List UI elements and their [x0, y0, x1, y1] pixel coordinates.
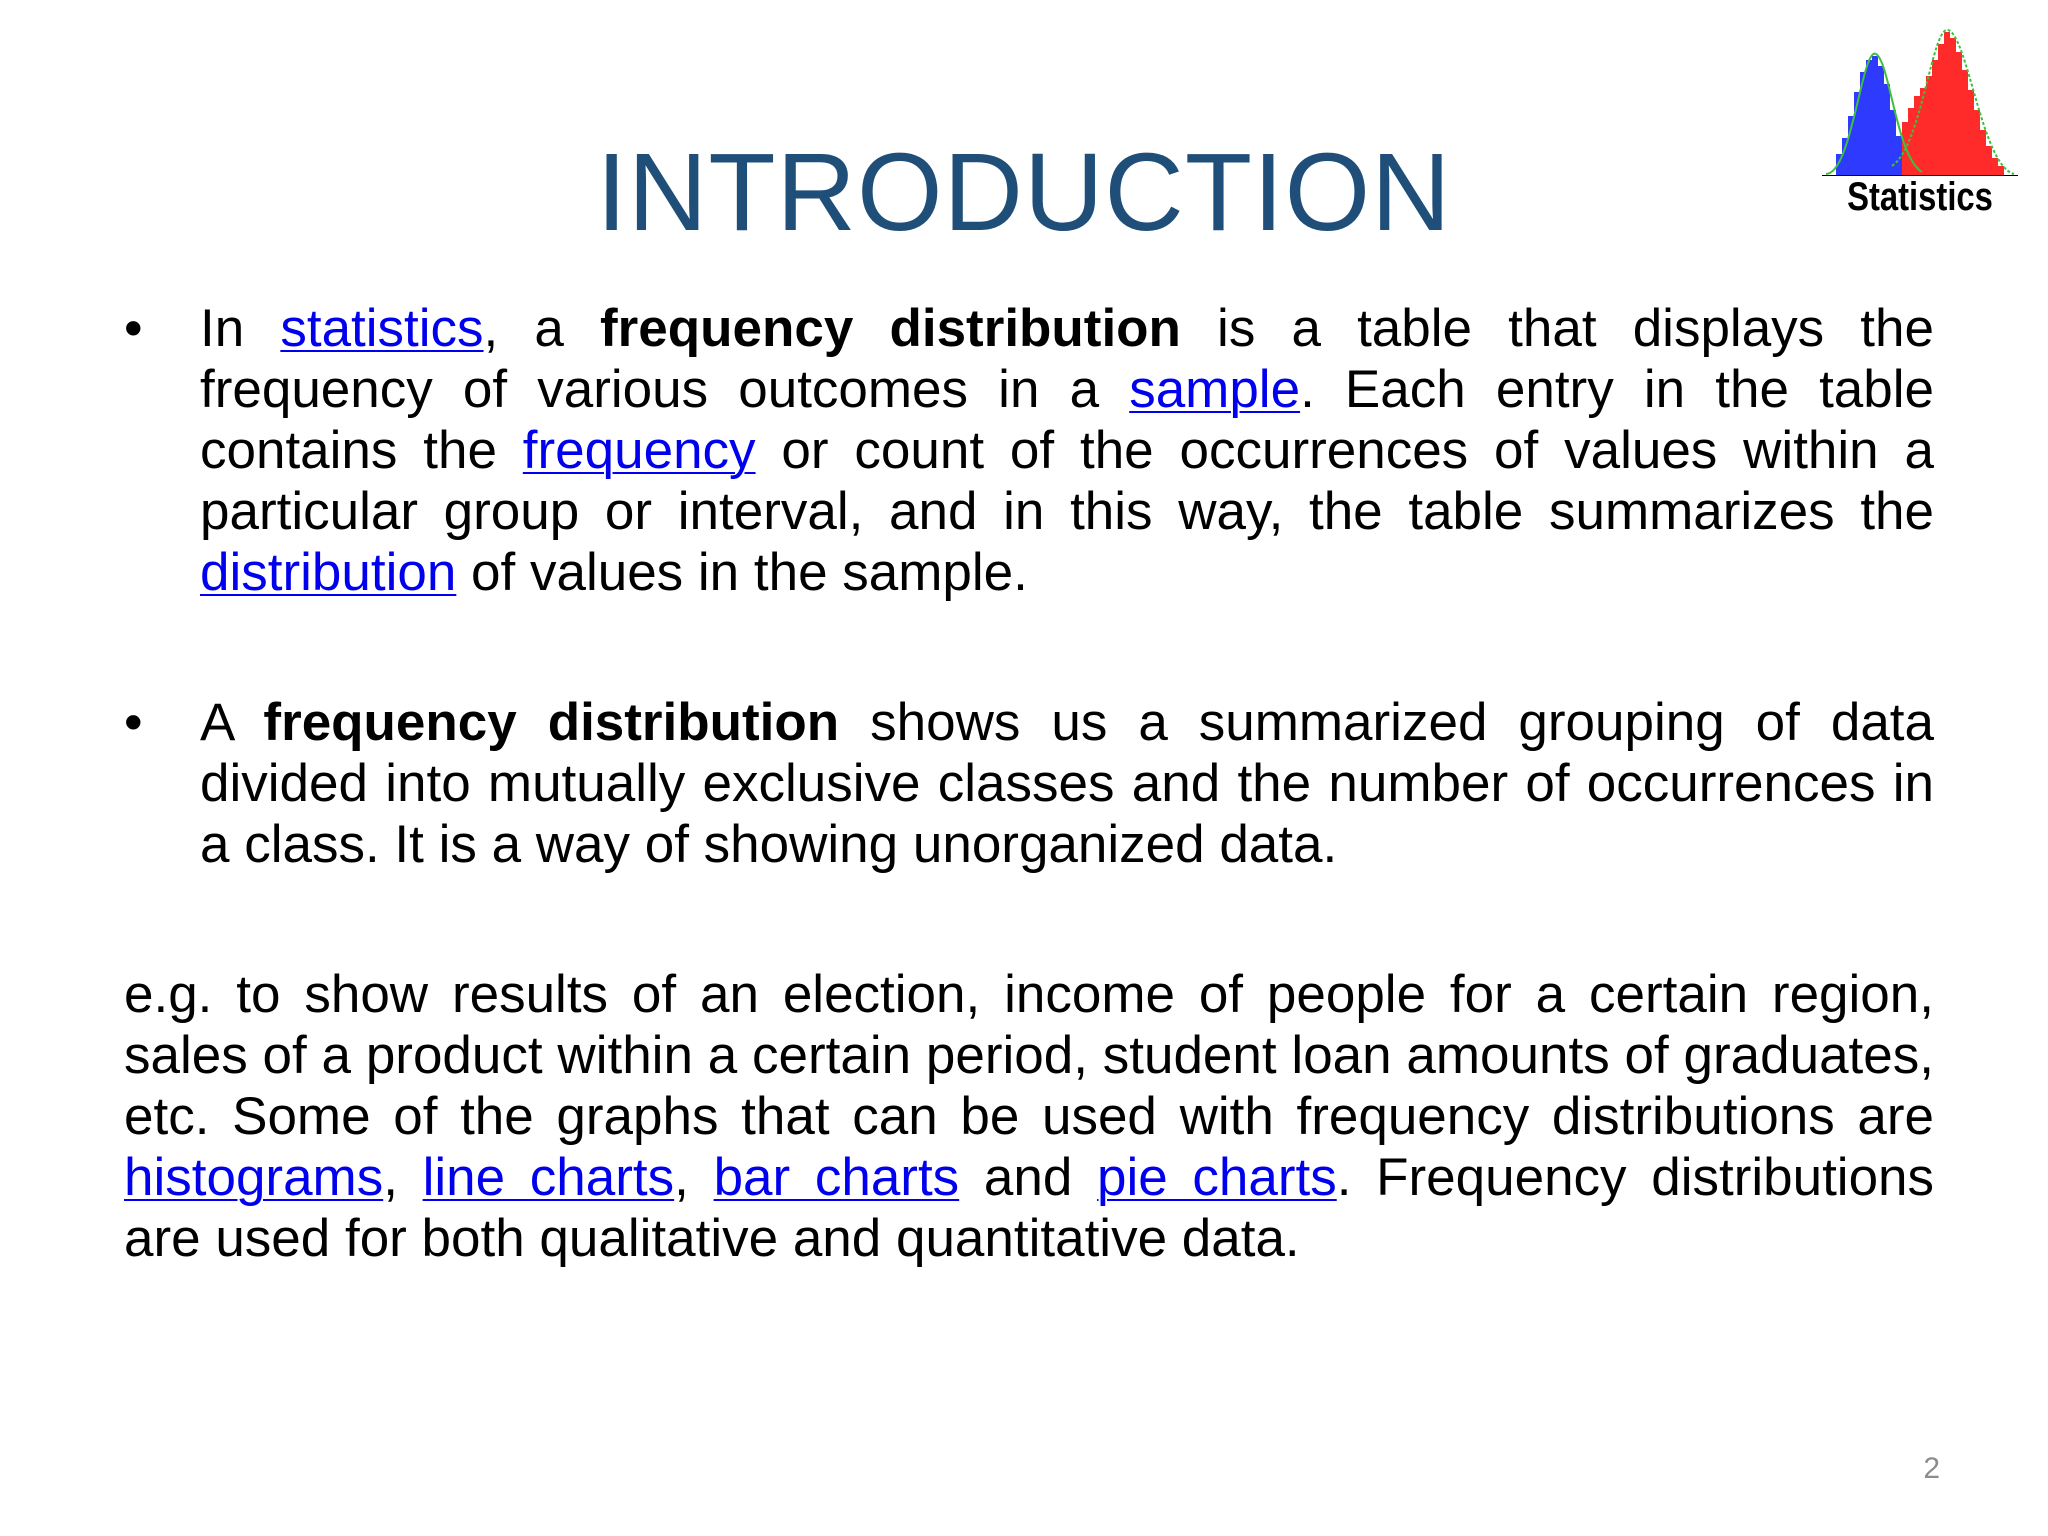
page-number: 2 — [1923, 1452, 1940, 1485]
link-statistics[interactable]: statistics — [280, 299, 484, 358]
bold-term: frequency distribution — [263, 693, 840, 752]
text-run: shows us a summarized grouping of data divided into mutually exclusive classes and the number of occurrences in a class. It is a way of showing unorganized data. — [200, 693, 1935, 874]
text-run: is a table that displays the frequency of various outcomes in a — [200, 299, 1934, 419]
text-run: of values in the sample. — [456, 543, 1028, 602]
histogram-icon — [1822, 26, 2018, 176]
text-run: , a — [483, 299, 601, 358]
link-frequency[interactable]: frequency — [522, 421, 756, 480]
link-sample[interactable]: sample — [1129, 360, 1301, 419]
text-run: e.g. to show results of an election, income of people for a certain region, sales of a product within a certain period, student loan amounts of graduates, etc. Some of the graphs that can be used with frequency distributions are — [124, 965, 1934, 1146]
text-run: A — [200, 693, 264, 752]
paragraph-1 — [200, 298, 1934, 603]
slide-title: INTRODUCTION — [596, 131, 1452, 254]
link-pie-charts[interactable]: pie charts — [1096, 1148, 1337, 1207]
link-histograms[interactable]: histograms — [124, 1148, 384, 1207]
bullet-marker: • — [124, 299, 143, 358]
statistics-logo — [1822, 26, 2018, 226]
text-run: . Each entry in the table contains the — [200, 360, 1935, 480]
text-run: . Frequency distributions are used for both qualitative and quantitative data. — [124, 1148, 1935, 1268]
link-bar-charts[interactable]: bar charts — [713, 1148, 960, 1207]
paragraph-3 — [124, 964, 1934, 1269]
link-line-charts[interactable]: line charts — [422, 1148, 675, 1207]
link-distribution[interactable]: distribution — [200, 543, 457, 602]
paragraph-2 — [200, 692, 1934, 875]
logo-label: Statistics — [1847, 175, 1993, 219]
text-run: , — [383, 1148, 423, 1207]
text-run: In — [200, 299, 281, 358]
text-run: or count of the occurrences of values within a particular group or interval, and in this way, the table summarizes the — [200, 421, 1934, 541]
text-run: , — [674, 1148, 714, 1207]
bold-term: frequency distribution — [600, 299, 1181, 358]
text-run: and — [959, 1148, 1097, 1207]
bullet-marker: • — [124, 693, 143, 752]
